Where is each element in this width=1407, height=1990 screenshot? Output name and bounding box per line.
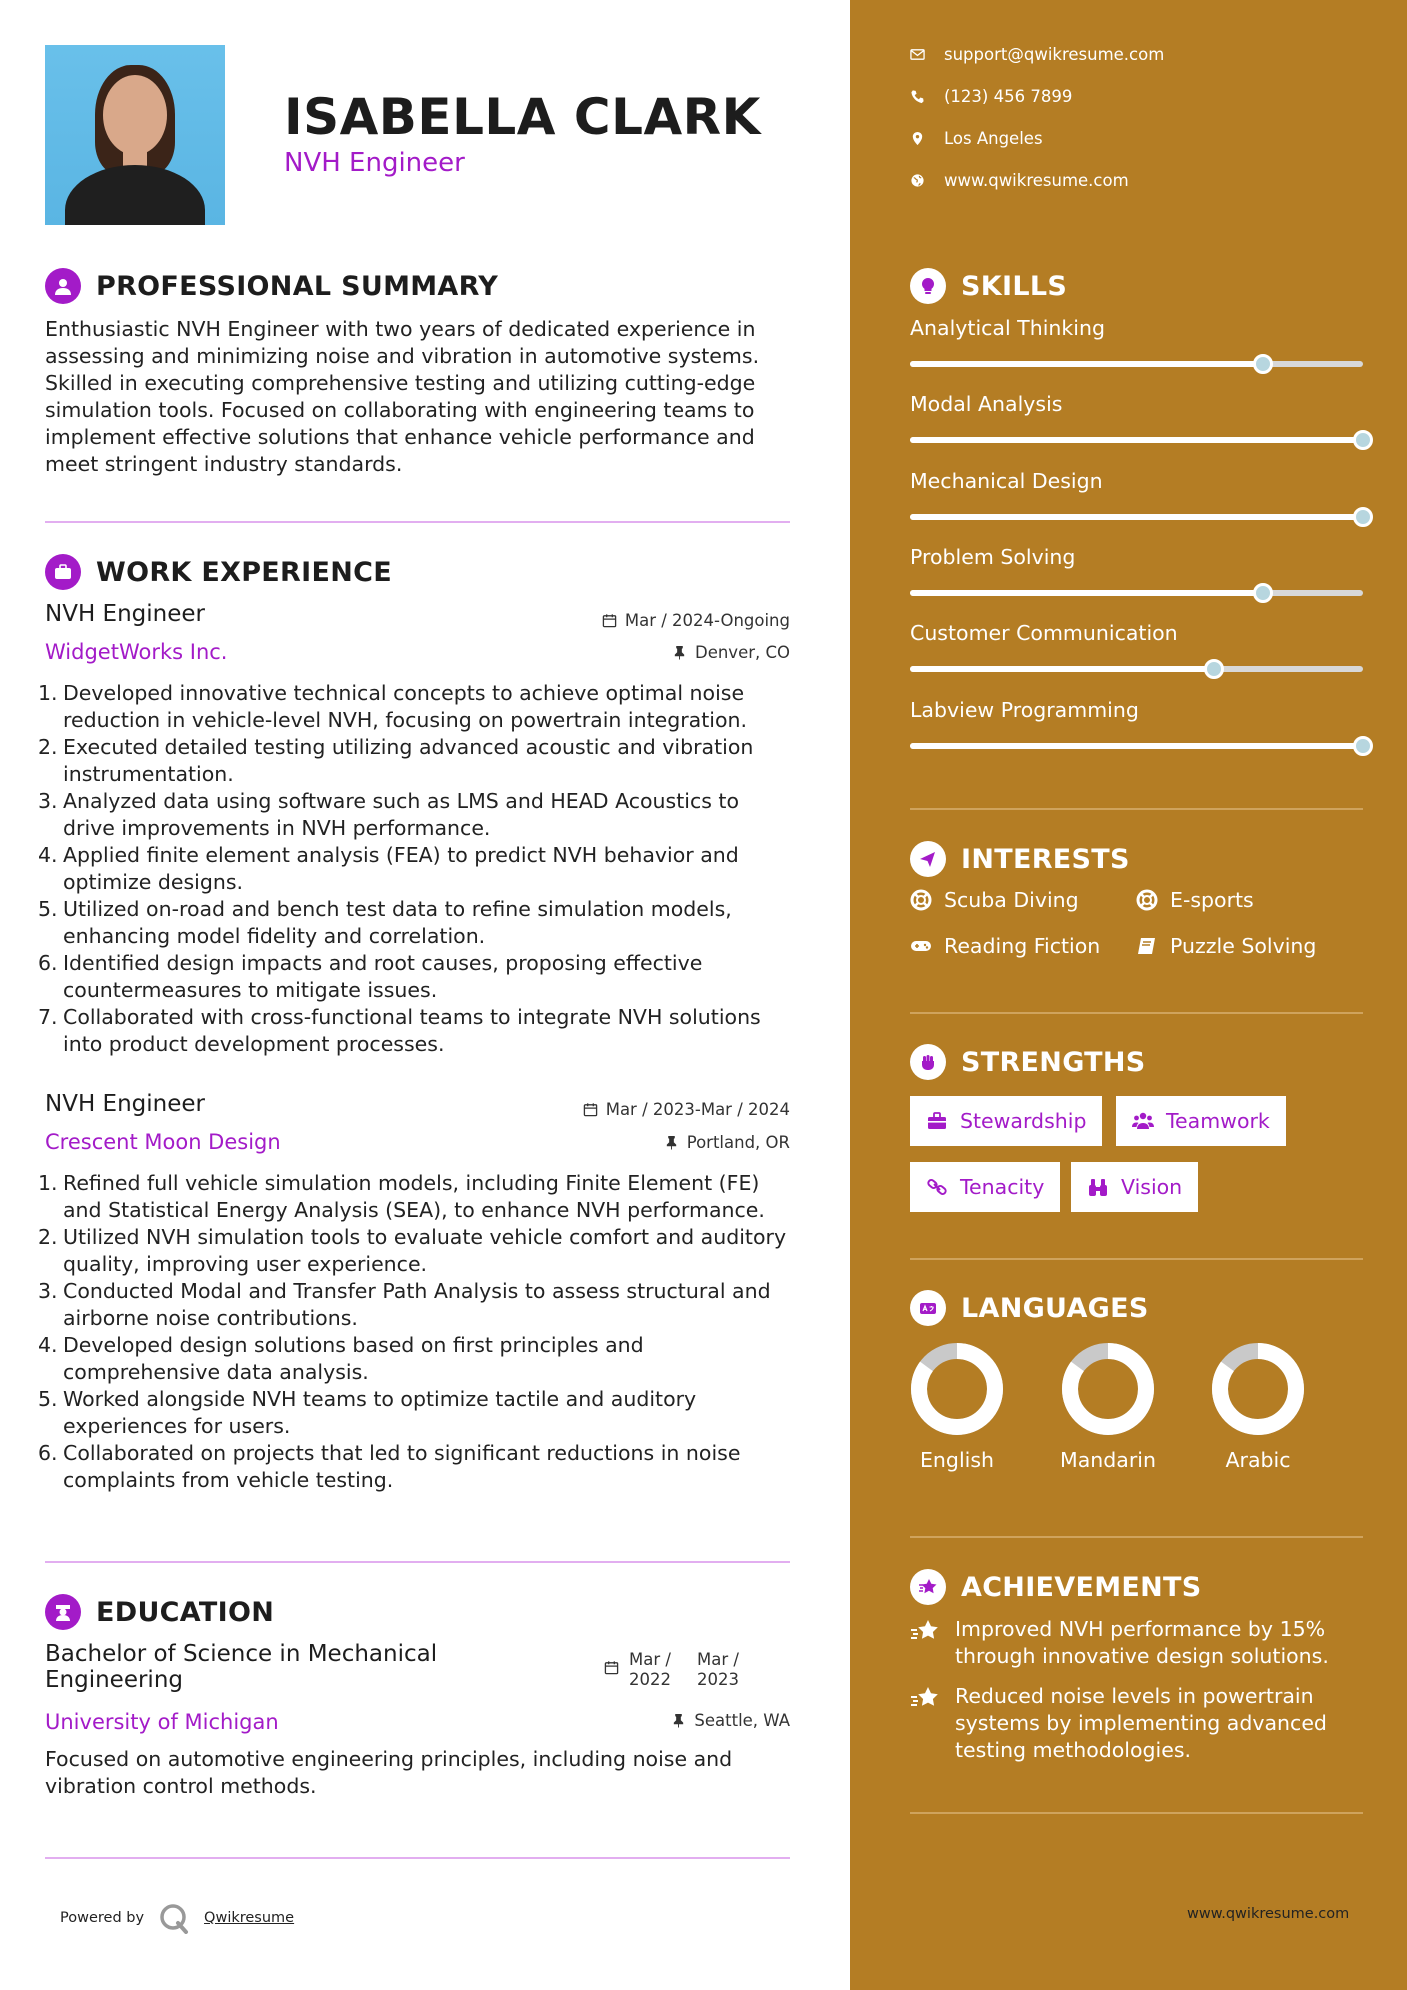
toolbox-icon: [926, 1110, 948, 1132]
fist-icon: [910, 1044, 946, 1080]
powered-by: Powered by Qwikresume: [60, 1902, 294, 1934]
calendar-icon: [602, 613, 617, 628]
calendar-icon: [604, 1660, 619, 1675]
strength-chip: Teamwork: [1116, 1096, 1286, 1146]
star-icon: [910, 1569, 946, 1605]
pin-icon: [671, 1713, 686, 1728]
list-item: 5. Worked alongside NVH teams to optimize tactile and auditory experiences for users.: [38, 1387, 697, 1438]
section-divider: [910, 1812, 1363, 1814]
education-location: Seattle, WA: [671, 1711, 790, 1730]
lightbulb-icon: [910, 268, 946, 304]
skill-bar: [910, 361, 1363, 367]
skill-label: Modal Analysis: [910, 392, 1063, 416]
skill-label: Mechanical Design: [910, 469, 1103, 493]
list-item: 6. Identified design impacts and root causes, proposing effective countermeasures to mitigate issues.: [38, 951, 703, 1002]
list-item: 1. Refined full vehicle simulation models, including Finite Element (FE) and Statistical Energy Analysis (SEA), to enhance NVH performance.: [38, 1171, 765, 1222]
section-divider: [910, 808, 1363, 810]
gamepad-icon: [910, 935, 932, 957]
contact-phone[interactable]: (123) 456 7899: [910, 87, 1072, 106]
education-description: Focused on automotive engineering principles, including noise and vibration control methods.: [45, 1747, 733, 1798]
education-heading: EDUCATION: [45, 1594, 274, 1630]
list-item: 1. Developed innovative technical concepts to achieve optimal noise reduction in vehicle-level NVH, focusing on powertrain integration.: [38, 681, 748, 732]
strength-chip: Stewardship: [910, 1096, 1102, 1146]
list-item: 6. Collaborated on projects that led to significant reductions in noise complaints from vehicle testing.: [38, 1441, 741, 1492]
footer-website[interactable]: www.qwikresume.com: [1187, 1906, 1350, 1922]
skill-label: Customer Communication: [910, 621, 1178, 645]
achievements-heading: ACHIEVEMENTS: [910, 1569, 1202, 1605]
work-heading: WORK EXPERIENCE: [45, 554, 392, 590]
job-dates: Mar / 2023-Mar / 2024: [583, 1100, 790, 1119]
strength-chip: Tenacity: [910, 1162, 1060, 1212]
skill-bar: [910, 743, 1363, 749]
language-item: [902, 1342, 1012, 1472]
job-responsibilities: [38, 1170, 790, 1494]
language-level-ring: [910, 1342, 1004, 1436]
degree-title: Bachelor of Science in Mechanical Engineering: [45, 1641, 438, 1693]
candidate-name: ISABELLA CLARK: [284, 88, 761, 146]
interest-item: Puzzle Solving: [1136, 934, 1316, 958]
interest-item: E-sports: [1136, 888, 1254, 912]
book-icon: [1136, 935, 1158, 957]
job-dates: Mar / 2024-Ongoing: [602, 611, 790, 630]
skill-bar: [910, 437, 1363, 443]
language-item: [1053, 1342, 1163, 1472]
skill-level-knob: [1353, 507, 1373, 527]
section-divider: [45, 521, 790, 523]
skill-level-knob: [1353, 430, 1373, 450]
job-location: Portland, OR: [664, 1133, 790, 1152]
job-title: NVH Engineer: [45, 1091, 205, 1117]
life-ring-icon: [1136, 889, 1158, 911]
language-label: Mandarin: [1060, 1448, 1156, 1472]
school-name: University of Michigan: [45, 1710, 279, 1734]
paper-plane-icon: [910, 841, 946, 877]
translate-icon: [910, 1290, 946, 1326]
job-location: Denver, CO: [672, 643, 790, 662]
location-pin-icon: [910, 131, 925, 146]
company-name: Crescent Moon Design: [45, 1130, 281, 1154]
interest-item: Reading Fiction: [910, 934, 1100, 958]
binoculars-icon: [1087, 1176, 1109, 1198]
qwikresume-link[interactable]: Qwikresume: [204, 1910, 295, 1926]
skill-level-knob: [1204, 659, 1224, 679]
candidate-title: NVH Engineer: [284, 148, 465, 178]
list-item: 2. Executed detailed testing utilizing advanced acoustic and vibration instrumentation.: [38, 735, 754, 786]
shooting-star-icon: [910, 1618, 940, 1646]
list-item: 3. Conducted Modal and Transfer Path Analysis to assess structural and airborne noise contributions.: [38, 1279, 771, 1330]
skill-bar: [910, 590, 1363, 596]
contact-location: Los Angeles: [910, 129, 1043, 148]
language-item: [1203, 1342, 1313, 1472]
qwikresume-logo-icon: [158, 1902, 190, 1934]
list-item: 3. Analyzed data using software such as LMS and HEAD Acoustics to drive improvements in NVH performance.: [38, 789, 739, 840]
language-label: English: [919, 1448, 995, 1472]
achievement-item: Reduced noise levels in powertrain systems by implementing advanced testing methodologies.: [910, 1683, 1363, 1764]
contact-email[interactable]: support@qwikresume.com: [910, 45, 1164, 64]
globe-icon: [910, 173, 925, 188]
skills-heading: SKILLS: [910, 268, 1067, 304]
skill-label: Analytical Thinking: [910, 316, 1105, 340]
pin-icon: [664, 1135, 679, 1150]
section-divider: [910, 1012, 1363, 1014]
link-icon: [926, 1176, 948, 1198]
language-level-ring: [1211, 1342, 1305, 1436]
briefcase-icon: [45, 554, 81, 590]
interests-heading: INTERESTS: [910, 841, 1130, 877]
users-icon: [1132, 1110, 1154, 1132]
list-item: 2. Utilized NVH simulation tools to evaluate vehicle comfort and auditory quality, improving user experience.: [38, 1225, 787, 1276]
skill-bar: [910, 514, 1363, 520]
job-responsibilities: [38, 680, 790, 1058]
section-divider: [910, 1536, 1363, 1538]
envelope-icon: [910, 47, 925, 62]
profile-photo: [45, 45, 225, 225]
languages-heading: LANGUAGES: [910, 1290, 1149, 1326]
pin-icon: [672, 645, 687, 660]
section-divider: [45, 1857, 790, 1859]
phone-icon: [910, 89, 925, 104]
list-item: 4. Applied finite element analysis (FEA) to predict NVH behavior and optimize designs.: [38, 843, 739, 894]
strengths-heading: STRENGTHS: [910, 1044, 1146, 1080]
contact-website[interactable]: www.qwikresume.com: [910, 171, 1129, 190]
summary-heading: PROFESSIONAL SUMMARY: [45, 268, 498, 304]
summary-text: Enthusiastic NVH Engineer with two years of dedicated experience in assessing and minimizing noise and vibration in automotive systems. Skilled in executing comprehensive testing and utilizing cutting-edge simulation tools. Focused on collaborating with engineering teams to implement effective solutions that enhance vehicle performance and meet stringent industry standards.: [45, 317, 760, 476]
language-label: Arabic: [1225, 1448, 1291, 1472]
list-item: 7. Collaborated with cross-functional teams to integrate NVH solutions into product development processes.: [38, 1005, 761, 1056]
language-level-ring: [1061, 1342, 1155, 1436]
achievement-item: Improved NVH performance by 15% through innovative design solutions.: [910, 1616, 1363, 1670]
education-dates: Mar / 2022 Mar / 2023: [604, 1650, 739, 1690]
graduate-icon: [45, 1594, 81, 1630]
section-divider: [910, 1258, 1363, 1260]
skill-label: Problem Solving: [910, 545, 1076, 569]
shooting-star-icon: [910, 1685, 940, 1713]
company-name: WidgetWorks Inc.: [45, 640, 228, 664]
skill-label: Labview Programming: [910, 698, 1139, 722]
calendar-icon: [583, 1102, 598, 1117]
user-icon: [45, 268, 81, 304]
list-item: 4. Developed design solutions based on first principles and comprehensive data analysis.: [38, 1333, 644, 1384]
skill-level-knob: [1353, 736, 1373, 756]
interest-item: Scuba Diving: [910, 888, 1079, 912]
section-divider: [45, 1561, 790, 1563]
list-item: 5. Utilized on-road and bench test data to refine simulation models, enhancing model fidelity and correlation.: [38, 897, 732, 948]
life-ring-icon: [910, 889, 932, 911]
strength-chip: Vision: [1071, 1162, 1198, 1212]
job-title: NVH Engineer: [45, 601, 205, 627]
skill-bar: [910, 666, 1363, 672]
